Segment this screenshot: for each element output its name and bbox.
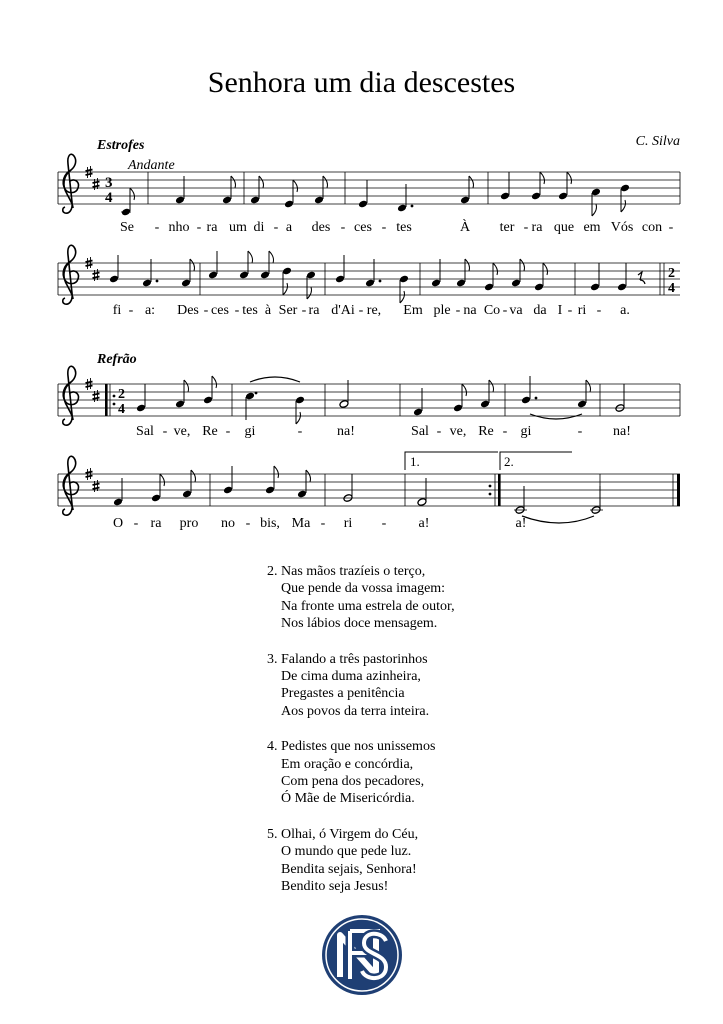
stanza — [267, 738, 527, 808]
lyric-syllable: nho — [168, 220, 190, 235]
lyric-syllable: re, — [366, 303, 382, 318]
lyric-hyphen: - — [128, 303, 134, 318]
stanza — [267, 651, 527, 721]
verse-line: Que pende da vossa imagem: — [281, 581, 446, 597]
lyric-hyphen: - — [340, 220, 346, 235]
lyric-syllable: ter — [499, 220, 515, 235]
lyric-syllable: ra — [531, 220, 543, 235]
lyric-hyphen: - — [245, 516, 251, 531]
lyric-syllable: a — [285, 220, 293, 235]
lyric-hyphen: - — [297, 424, 303, 439]
verse-line: Nas mãos trazíeis o terço, — [281, 564, 426, 579]
lyric-syllable: ces — [211, 303, 229, 318]
time-signature-numerator: 3 — [105, 175, 113, 191]
verse-line: Com pena dos pecadores, — [281, 774, 425, 790]
lyric-syllable: con — [641, 220, 663, 235]
lyric-syllable: ces — [354, 220, 372, 235]
lyric-hyphen: - — [577, 424, 583, 439]
lyric-syllable: gi — [244, 424, 256, 439]
lyric-hyphen: - — [436, 424, 442, 439]
lyric-hyphen: - — [596, 303, 602, 318]
lyric-syllable: bis, — [260, 516, 280, 531]
nsf-monogram-logo-icon — [320, 913, 404, 997]
lyric-syllable: na! — [337, 424, 355, 439]
time-signature-denominator: 4 — [668, 281, 675, 296]
lyric-hyphen: - — [320, 516, 326, 531]
lyric-hyphen: - — [668, 220, 674, 235]
lyric-syllable: ra — [150, 516, 162, 531]
lyric-syllable: no — [221, 516, 235, 531]
verse-line: Pregastes a penitência — [281, 686, 405, 702]
lyric-syllable: na! — [613, 424, 631, 439]
lyric-hyphen: - — [502, 303, 508, 318]
stanza-first-line — [267, 563, 527, 580]
lyric-hyphen: - — [234, 303, 240, 318]
section-label-estrofes: Estrofes — [97, 138, 145, 153]
staff-system-3 — [58, 366, 680, 425]
verse-line: Nos lábios doce mensagem. — [281, 616, 438, 632]
lyric-syllable: que — [553, 220, 575, 235]
lyric-syllable: va — [509, 303, 523, 318]
lyric-syllable: À — [459, 220, 471, 235]
lyric-hyphen: - — [273, 220, 279, 235]
lyric-hyphen: - — [502, 424, 508, 439]
volta-1: 1. — [410, 454, 420, 469]
notes-system-4 — [113, 466, 603, 523]
lyric-hyphen: - — [196, 220, 202, 235]
lyric-syllable: a! — [418, 516, 430, 531]
lyric-syllable: ve, — [449, 424, 467, 439]
stanza-number: 3. — [267, 651, 278, 667]
lyric-syllable: a! — [515, 516, 527, 531]
lyric-syllable: Ser — [278, 303, 298, 318]
lyric-hyphen: - — [381, 220, 387, 235]
staff-system-2 — [58, 245, 680, 304]
stanza-number: 2. — [267, 564, 278, 579]
lyric-syllable: Em — [403, 303, 423, 318]
stanza-first-line — [267, 651, 527, 668]
notes-system-1 — [121, 172, 630, 216]
lyric-hyphen: - — [381, 516, 387, 531]
lyric-hyphen: - — [133, 516, 139, 531]
lyric-syllable: Re — [478, 424, 494, 439]
lyric-syllable: ri — [343, 516, 353, 531]
lyric-syllable: ra — [308, 303, 320, 318]
lyric-syllable: Sal — [411, 424, 429, 439]
lyric-hyphen: - — [162, 424, 168, 439]
verse-line: Olhai, ó Virgem do Céu, — [281, 826, 419, 842]
stanza-number: 5. — [267, 826, 278, 842]
lyric-syllable: ve, — [173, 424, 191, 439]
lyric-syllable: pro — [179, 516, 199, 531]
lyric-syllable: O — [112, 516, 124, 531]
lyric-syllable: Sal — [136, 424, 154, 439]
lyric-syllable: di — [253, 220, 265, 235]
volta-2: 2. — [504, 454, 514, 469]
verse-line: Falando a três pastorinhos — [281, 651, 428, 667]
lyric-syllable: fi — [112, 303, 122, 318]
lyric-syllable: Des — [177, 303, 199, 318]
lyric-syllable: Co — [483, 303, 501, 318]
time-signature-denominator: 4 — [105, 190, 113, 206]
lyric-syllable: da — [533, 303, 547, 318]
verse-line: De cima duma azinheira, — [281, 669, 421, 685]
stanza-first-line — [267, 826, 527, 843]
lyric-hyphen: - — [523, 220, 529, 235]
lyric-syllable: Se — [120, 220, 134, 235]
tempo-marking: Andante — [128, 158, 175, 173]
verse-line: Em oração e concórdia, — [281, 756, 414, 772]
lyric-syllable: à — [264, 303, 272, 318]
lyric-syllable: um — [229, 220, 247, 235]
verse-line: Bendita sejais, Senhora! — [281, 861, 417, 877]
stanza-first-line — [267, 738, 527, 755]
section-label-refrao: Refrão — [97, 352, 137, 367]
lyric-syllable: gi — [520, 424, 532, 439]
lyric-syllable: ple — [433, 303, 451, 318]
verse-line: O mundo que pede luz. — [281, 844, 412, 860]
lyric-syllable: a. — [620, 303, 630, 318]
lyric-syllable: Re — [202, 424, 218, 439]
lyric-syllable: Vós — [610, 220, 634, 235]
lyric-hyphen: - — [567, 303, 573, 318]
staff-system-4 — [58, 452, 680, 523]
time-signature-numerator: 2 — [668, 266, 675, 281]
lyric-syllable: ri — [577, 303, 587, 318]
lyric-hyphen: - — [154, 220, 160, 235]
lyric-syllable: tes — [396, 220, 412, 235]
lyric-hyphen: - — [225, 424, 231, 439]
lyric-hyphen: - — [301, 303, 307, 318]
time-signature-denominator: 4 — [118, 402, 125, 417]
lyric-syllable: tes — [242, 303, 258, 318]
lyric-hyphen: - — [203, 303, 209, 318]
lyric-syllable: d'Ai — [331, 303, 355, 318]
lyric-syllable: a: — [144, 303, 156, 318]
lyric-syllable: Ma — [291, 516, 311, 531]
stanza-number: 4. — [267, 739, 278, 755]
verse-line: Na fronte uma estrela de outor, — [281, 598, 455, 614]
composer-credit: C. Silva — [635, 134, 680, 149]
lyric-syllable: I — [557, 303, 563, 318]
lyric-syllable: na — [463, 303, 477, 318]
lyric-syllable: em — [583, 220, 601, 235]
page-title: Senhora um dia descestes — [207, 66, 516, 99]
staff-system-1 — [58, 154, 680, 216]
verse-line: Bendito seja Jesus! — [281, 879, 389, 895]
lyric-hyphen: - — [358, 303, 364, 318]
verse-line: Aos povos da terra inteira. — [281, 703, 430, 719]
lyric-syllable: des — [311, 220, 331, 235]
verse-line: Ó Mãe de Misericórdia. — [281, 791, 415, 807]
verse-line: Pedistes que nos unissemos — [281, 739, 436, 755]
time-signature-numerator: 2 — [118, 387, 125, 402]
lyric-syllable: ra — [206, 220, 218, 235]
verses-block — [267, 563, 527, 914]
stanza — [267, 826, 527, 896]
lyric-hyphen: - — [455, 303, 461, 318]
stanza — [267, 563, 527, 633]
